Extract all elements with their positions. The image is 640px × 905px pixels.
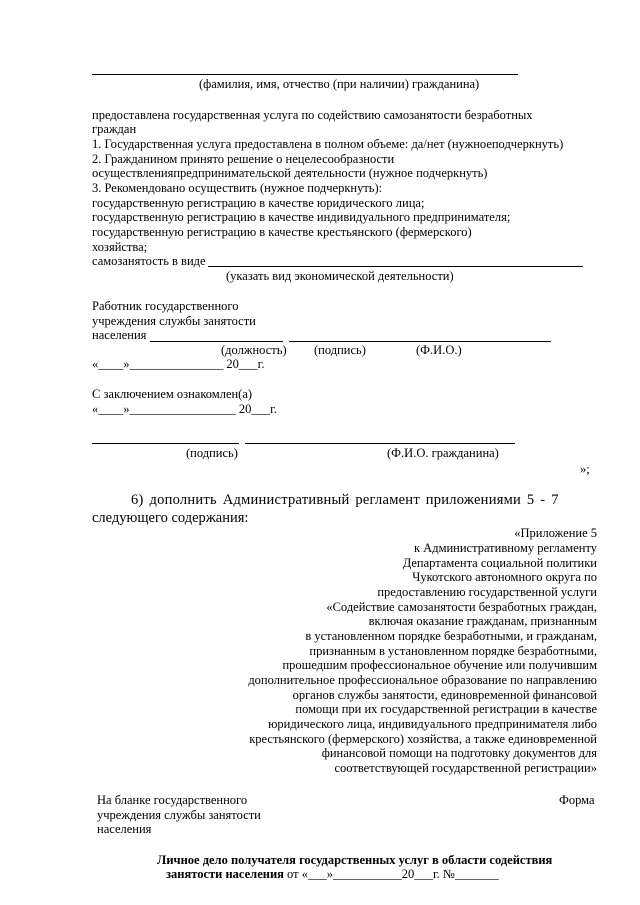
appendix-line: «Содействие самозанятости безработных граждан, (326, 600, 597, 614)
caption-citizen-fio: (Ф.И.О. гражданина) (387, 446, 499, 460)
caption-position: (должность) (221, 343, 287, 357)
worker-position-underline (150, 341, 283, 342)
worker-line: населения (92, 328, 147, 342)
date-line: «____»_______________ 20___г. (92, 357, 265, 371)
body-line: граждан (92, 122, 137, 136)
date-line: «____»_________________ 20___г. (92, 402, 277, 416)
worker-line: Работник государственного (92, 299, 239, 313)
activity-caption: (указать вид экономической деятельности) (226, 269, 454, 283)
self-employment-label: самозанятость в виде (92, 254, 206, 268)
body-line: государственную регистрацию в качестве юридического лица; (92, 196, 425, 210)
blank-line: учреждения службы занятости (97, 808, 261, 822)
body-line: осуществленияпредпринимательской деятельности (нужное подчеркнуть) (92, 166, 488, 180)
appendix-line: включая оказание гражданам, признанным (368, 614, 597, 628)
appendix-line: соответствующей государственной регистрации» (334, 761, 597, 775)
appendix-line: прошедшим профессиональное обучение или получившим (282, 658, 597, 672)
appendix-line: к Административному регламенту (413, 541, 597, 555)
worker-line: учреждения службы занятости (92, 314, 256, 328)
appendix-line: «Приложение 5 (514, 526, 597, 540)
caption-citizen-signature: (подпись) (186, 446, 238, 460)
caption-signature: (подпись) (314, 343, 366, 357)
appendix-line: предоставлению государственной услуги (377, 585, 597, 599)
body-line: 3. Рекомендовано осуществить (нужное подчеркнуть): (92, 181, 383, 195)
appendix-line: помощи при их государственной регистрации в качестве (295, 702, 597, 716)
closing-mark: »; (580, 462, 590, 476)
form-label: Форма (559, 793, 595, 807)
body-line: предоставлена государственная услуга по содействию самозанятости безработных (92, 108, 533, 122)
appendix-line: Департамента социальной политики (402, 556, 597, 570)
citizen-fio-underline (245, 443, 515, 444)
appendix-line: крестьянского (фермерского) хозяйства, а также единовременной (249, 732, 597, 746)
appendix-line: органов службы занятости, единовременной финансовой (292, 688, 597, 702)
body-line: хозяйства; (92, 240, 148, 254)
appendix-line: признанным в установленном порядке безработными, (309, 644, 597, 658)
body-line: 2. Гражданином принято решение о нецелесообразности (92, 152, 395, 166)
appendix-line: финансовой помощи на подготовку документов для (321, 746, 597, 760)
body-line: 1. Государственная услуга предоставлена в полном объеме: да/нет (нужноеподчеркнуть) (92, 137, 564, 151)
body-line: государственную регистрацию в качестве крестьянского (фермерского) (92, 225, 472, 239)
appendix-line: дополнительное профессиональное образование по направлению (248, 673, 597, 687)
blank-line: населения (97, 822, 152, 836)
worker-signature-fio-underline (289, 341, 551, 342)
footer-title-line1: Личное дело получателя государственных услуг в области содействия (157, 853, 553, 867)
blank-line: На бланке государственного (97, 793, 248, 807)
body-line: государственную регистрацию в качестве индивидуального предпринимателя; (92, 210, 511, 224)
appendix-line: в установленном порядке безработными, и гражданам, (305, 629, 597, 643)
item6-line: 6) дополнить Административный регламент приложениями 5 - 7 (131, 492, 559, 508)
footer-title-bold: занятости населения (166, 867, 284, 881)
top-caption: (фамилия, имя, отчество (при наличии) гражданина) (199, 77, 480, 91)
fio-underline (92, 74, 518, 75)
appendix-line: Чукотского автономного округа по (412, 570, 597, 584)
item6-line: следующего содержания: (92, 510, 249, 526)
footer-title-line2 (166, 867, 499, 882)
citizen-signature-underline (92, 443, 239, 444)
caption-fio: (Ф.И.О.) (416, 343, 462, 357)
activity-underline (208, 266, 583, 267)
footer-title-rest: от «___»___________20___г. №_______ (283, 867, 499, 881)
appendix-line: юридического лица, индивидуального предпринимателя либо (268, 717, 597, 731)
acquainted-label: С заключением ознакомлен(а) (92, 387, 253, 401)
